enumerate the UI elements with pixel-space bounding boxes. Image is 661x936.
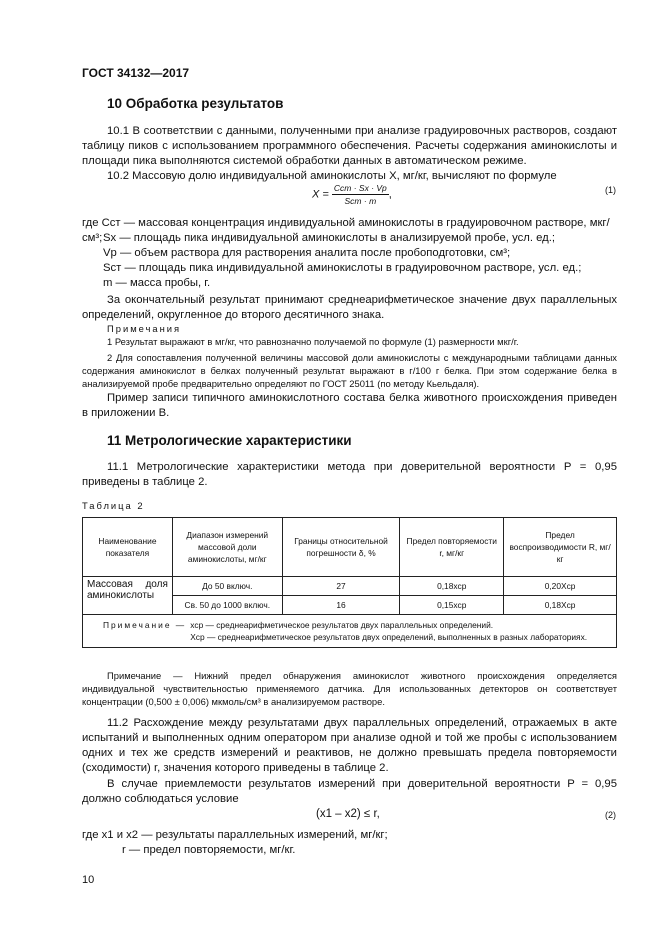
formula-numerator: Cст · Sx · Vр (333, 183, 387, 193)
paragraph-11-2-condition: В случае приемлемости результатов измерений при доверительной вероятности P = 0,95 должно соблюдаться условие (82, 778, 617, 805)
cell-range: До 50 включ. (172, 577, 282, 596)
where2-line-2: r — предел повторяемости, мг/кг. (122, 844, 296, 856)
header-delta: Границы относительной погрешности δ, % (282, 518, 400, 577)
paragraph-example: Пример записи типичного аминокислотного состава белка животного происхождения приведен в приложении В. (82, 392, 617, 419)
where-line-2: Sx — площадь пика индивидуальной аминокислоты в анализируемой пробе, усл. ед.; (103, 232, 556, 244)
cell-r: 0,15xср (400, 596, 504, 615)
where-line-1: где Cст — массовая концентрация индивидуальной аминокислоты в градуировочном растворе, мкг/см³; (82, 217, 610, 244)
formula-fraction (332, 183, 389, 206)
paragraph-11-1: 11.1 Метрологические характеристики метода при доверительной вероятности P = 0,95 приведены в таблице 2. (82, 461, 617, 488)
where2-line-1: где x1 и x2 — результаты параллельных измерений, мг/кг; (82, 829, 388, 841)
section-11-title: 11 Метрологические характеристики (107, 433, 352, 448)
paragraph-10-2: 10.2 Массовую долю индивидуальной аминокислоты X, мг/кг, вычисляют по формуле (107, 170, 557, 182)
cell-r: 0,18xср (400, 577, 504, 596)
table-note-row (83, 615, 617, 648)
header-reproducibility: Предел воспроизводимости R, мг/кг (504, 518, 617, 577)
where-line-3: Vр — объем раствора для растворения аналита после пробоподготовки, см³; (103, 247, 511, 259)
formula-tail: , (388, 188, 392, 201)
paragraph-11-2: 11.2 Расхождение между результатами двух параллельных определений, отражаемых в акте испытаний и выполненных одним оператором при анализе одной и той же пробы с использованием одних и тех же средств измерений и реактивов, не должно превышать предела повторяемости (сходимости) r, значения которого приведены в таблице 2. (82, 717, 617, 774)
metrology-table (82, 517, 617, 648)
table-row (83, 577, 617, 596)
header-range: Диапазон измерений массовой доли аминокислоты, мг/кг (172, 518, 282, 577)
cell-range: Св. 50 до 1000 включ. (172, 596, 282, 615)
cell-R: 0,20Xср (504, 577, 617, 596)
formula-2: (x1 – x2) ≤ r, (316, 808, 380, 820)
note-detection-limit: Примечание — Нижний предел обнаружения аминокислот животного происхождения определяется индивидуальной чувствительностью применяемого датчика. Для использованных детекторов он соответствует концентрации (0,500 ± 0,006) мкмоль/см³ в анализируемом растворе. (82, 670, 617, 707)
formula-lhs: X = (312, 188, 329, 201)
formula-2-number: (2) (605, 810, 616, 820)
formula-1 (312, 183, 392, 206)
table-note-a: xср — среднеарифметическое результатов двух параллельных определений. (190, 620, 494, 630)
cell-delta: 16 (282, 596, 400, 615)
table-note-b: Xср — среднеарифметическое результатов двух определений, выполненных в разных лабораториях. (190, 632, 588, 642)
header-indicator: Наименование показателя (83, 518, 173, 577)
paragraph-10-1: 10.1 В соответствии с данными, полученными при анализе градуировочных растворов, создают таблицу пиков с использованием программного обеспечения. Расчеты содержания аминокислоты и площади пика выполняются системой обработки данных в автоматическом режиме. (82, 125, 617, 167)
table-header-row (83, 518, 617, 577)
cell-R: 0,18Xср (504, 596, 617, 615)
where-line-4: Sст — площадь пика индивидуальной аминокислоты в градуировочном растворе, усл. ед.; (103, 262, 582, 274)
note-1: 1 Результат выражают в мг/кг, что равнозначно получаемой по формуле (1) размерности мкг/г. (107, 336, 519, 347)
where-line-5: m — масса пробы, г. (103, 277, 211, 289)
page-number: 10 (82, 874, 95, 886)
header-repeatability: Предел повторяемости r, мг/кг (400, 518, 504, 577)
paragraph-result: За окончательный результат принимают среднеарифметическое значение двух параллельных определений, округленное до второго десятичного знака. (82, 294, 617, 321)
formula-1-number: (1) (605, 185, 616, 195)
formula-denominator: Sст · m (344, 196, 377, 206)
note-2: 2 Для сопоставления полученной величины массовой доли аминокислоты с международными таблицами данных содержания аминокислот в белках полученный результат выражают в г/100 г белка. При этом содержание белка в анализируемой пробе предварительно определяют по ГОСТ 25011 (по методу Кьельдаля). (82, 352, 617, 389)
notes-label: Примечания (107, 323, 182, 334)
section-10-title: 10 Обработка результатов (107, 96, 284, 111)
table-note-label: Примечание — (103, 620, 187, 630)
cell-delta: 27 (282, 577, 400, 596)
table-caption: Таблица 2 (82, 500, 145, 511)
document-id: ГОСТ 34132—2017 (82, 66, 190, 80)
row-label: Массовая доля аминокислоты (83, 577, 173, 615)
